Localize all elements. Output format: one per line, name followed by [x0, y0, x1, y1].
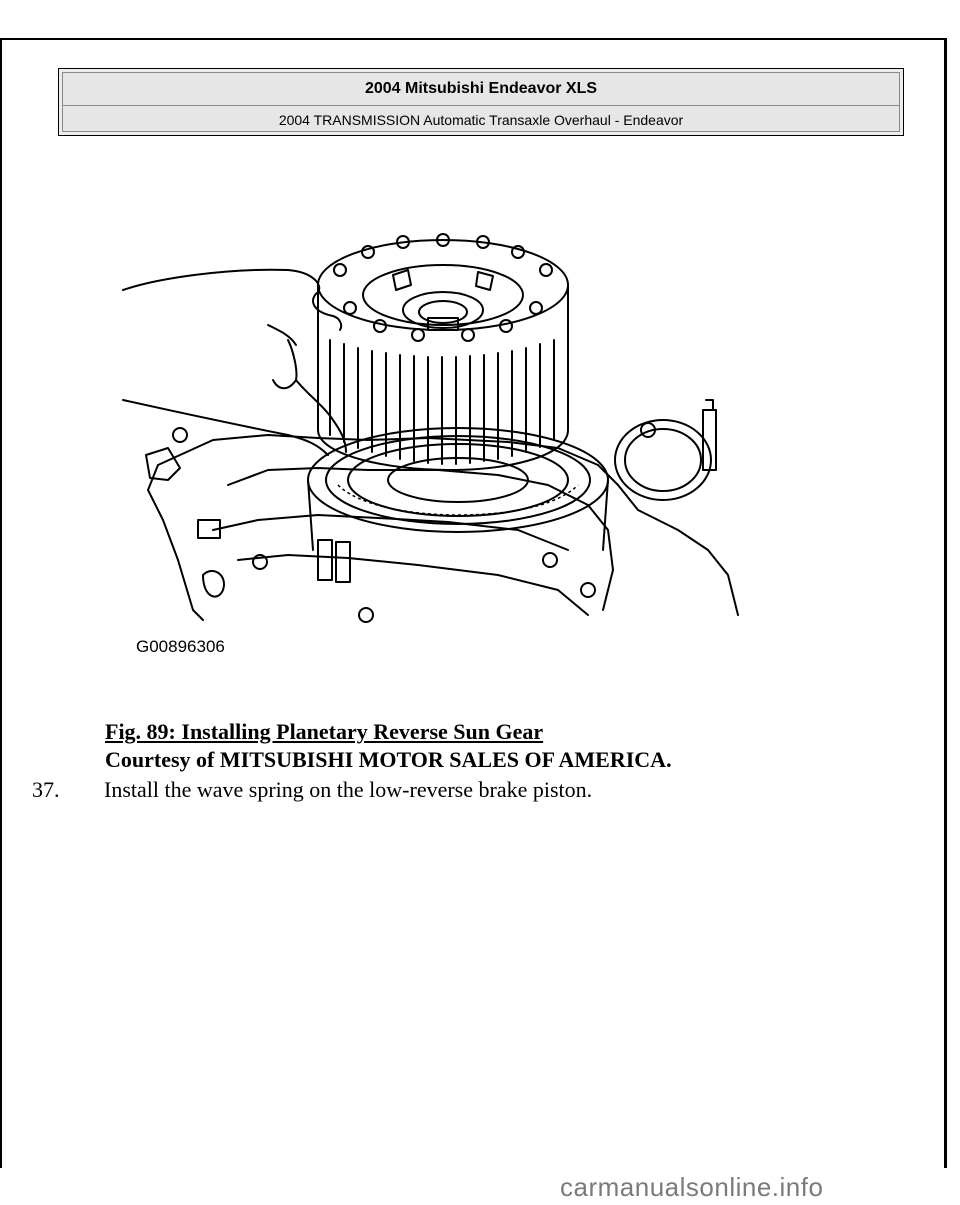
figure-caption [105, 718, 672, 774]
header-section-title: 2004 TRANSMISSION Automatic Transaxle Overhaul - Endeavor [278, 112, 684, 128]
gear-teeth-ring [338, 485, 578, 515]
figure-code-label: G00896306 [136, 637, 225, 656]
figure-caption-credit: Courtesy of MITSUBISHI MOTOR SALES OF AMERICA. [105, 747, 672, 772]
watermark-text: carmanualsonline.info [560, 1172, 824, 1202]
planetary-gear-illustration [118, 230, 748, 660]
figure-caption-title: Fig. 89: Installing Planetary Reverse Sun Gear [105, 719, 544, 744]
header-vehicle-title: 2004 Mitsubishi Endeavor XLS [63, 73, 899, 106]
document-header [58, 68, 904, 136]
procedure-step [32, 776, 592, 804]
page-border-left [0, 38, 2, 1168]
page-border-right [944, 38, 947, 1168]
page-border-top [0, 38, 946, 40]
step-number: 37. [32, 777, 60, 802]
header-inner [62, 72, 900, 132]
figure-illustration [118, 230, 748, 660]
step-text: Install the wave spring on the low-reverse brake piston. [104, 777, 593, 802]
